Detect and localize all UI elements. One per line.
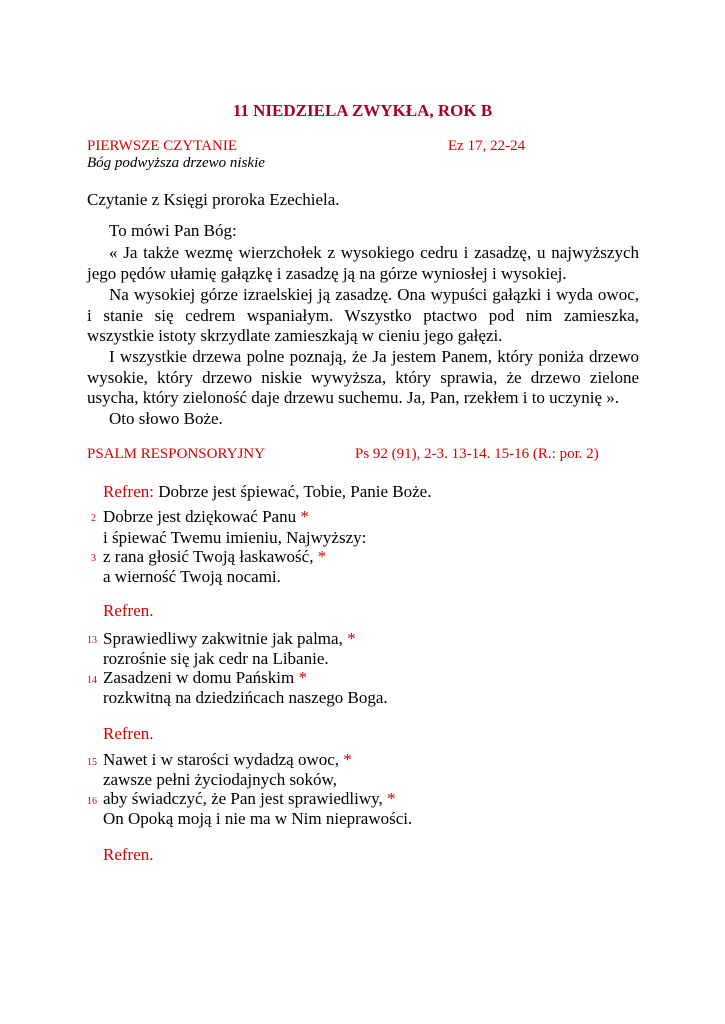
verse-number: 3 [91,553,96,564]
verse-number: 16 [87,796,97,807]
psalm-refrain [103,482,431,502]
asterisk-mark: * [298,668,307,687]
reading-header [87,138,617,155]
asterisk-mark: * [347,629,356,648]
refrain-text: Dobrze jest śpiewać, Tobie, Panie Boże. [158,482,432,501]
reading-paragraph: Na wysokiej górze izraelskiej ją zasadzę. Ona wypuści gałązki i wyda owoc, i stanie się cedrem wspaniałym. Wszystko ptactwo pod nim zamieszka, wszystkie istoty skrzydlate zamieszkają w cieniu jego gałęzi. [87,285,639,345]
psalm-label: PSALM RESPONSORYJNY [87,446,265,462]
psalm-line: i śpiewać Twemu imieniu, Najwyższy: [103,528,367,547]
psalm-header [87,446,617,463]
psalm-refrain-short: Refren. [103,601,154,620]
reading-label: PIERWSZE CZYTANIE [87,138,238,154]
asterisk-mark: * [343,750,352,769]
verse-number: 15 [87,757,97,768]
psalm-line: zawsze pełni życiodajnych soków, [103,770,337,789]
verse-number: 2 [91,513,96,524]
psalm-reference: Ps 92 (91), 2-3. 13-14. 15-16 (R.: por. 2) [355,446,599,462]
psalm-refrain-short: Refren. [103,845,154,864]
psalm-line: rozkwitną na dziedzińcach naszego Boga. [103,688,388,707]
reading-subtitle: Bóg podwyższa drzewo niskie [87,155,265,171]
asterisk-mark: * [387,789,396,808]
psalm-line: Sprawiedliwy zakwitnie jak palma, * [103,629,356,648]
asterisk-mark: * [317,547,327,566]
reading-intro: Czytanie z Księgi proroka Ezechiela. [87,190,340,209]
psalm-line: Nawet i w starości wydadzą owoc, * [103,750,352,769]
verse-number: 13 [87,635,97,646]
psalm-line: Dobrze jest dziękować Panu * [103,507,309,526]
reading-paragraph: I wszystkie drzewa polne poznają, że Ja jestem Panem, który poniża drzewo wysokie, który drzewo niskie wywyższa, który sprawia, że drzewo zielone usycha, który zieloność daje drzewu suchemu. Ja, Pan, rzekłem i to uczynię ». [87,347,639,407]
refrain-label: Refren: [103,482,154,501]
psalm-line: aby świadczyć, że Pan jest sprawiedliwy, * [103,789,396,808]
psalm-line: On Opoką moją i nie ma w Nim nieprawości. [103,809,413,828]
psalm-line: Zasadzeni w domu Pańskim * [103,668,307,687]
psalm-line: a wierność Twoją nocami. [103,567,281,586]
page-title: 11 NIEDZIELA ZWYKŁA, ROK B [232,101,493,120]
psalm-line: rozrośnie się jak cedr na Libanie. [103,649,329,668]
psalm-line: z rana głosić Twoją łaskawość, * [103,547,327,566]
reading-closing: Oto słowo Boże. [109,409,223,428]
verse-number: 14 [87,675,97,686]
reading-reference: Ez 17, 22-24 [448,138,526,154]
psalm-refrain-short: Refren. [103,724,154,743]
reading-paragraph: To mówi Pan Bóg: [109,221,237,240]
asterisk-mark: * [300,507,309,526]
reading-paragraph: « Ja także wezmę wierzchołek z wysokiego cedru i zasadzę, u najwyższych jego pędów ułamię gałązkę i zasadzę ją na górze wyniosłej i wysokiej. [87,243,639,283]
